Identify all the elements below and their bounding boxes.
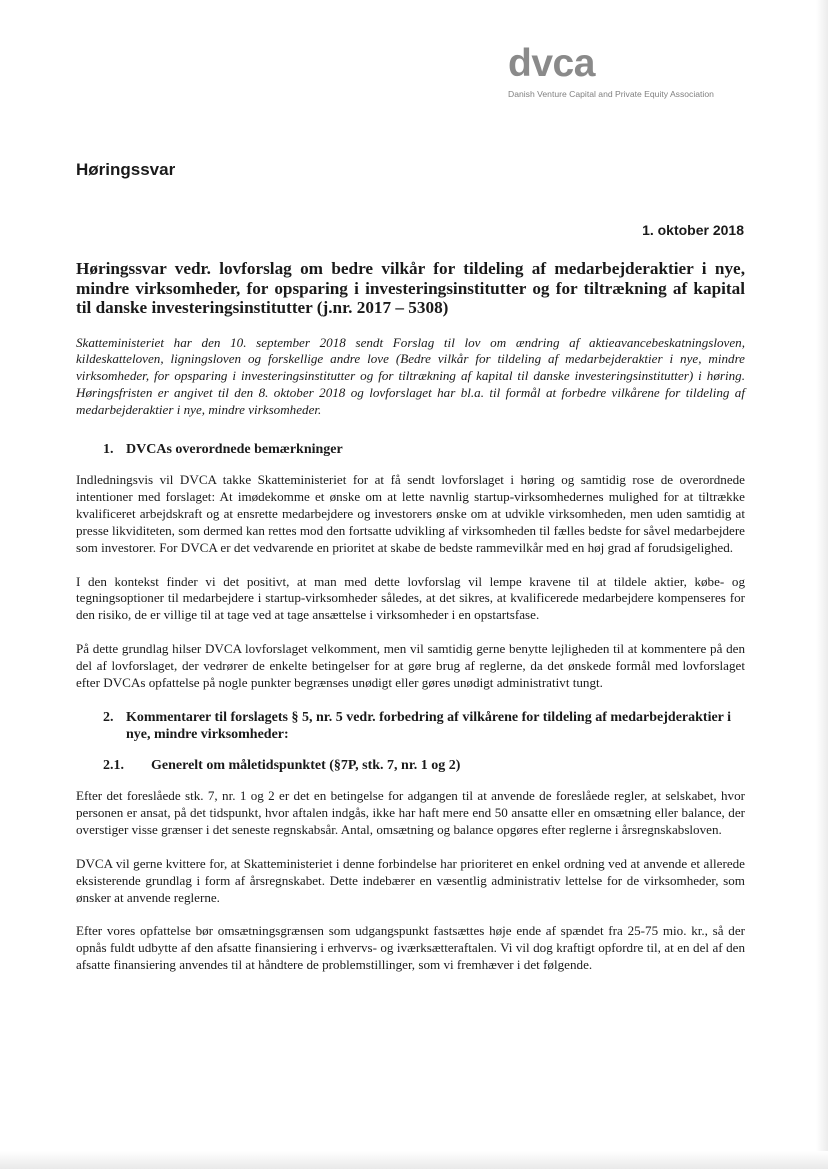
section-2-1-paragraph: Efter det foreslåede stk. 7, nr. 1 og 2 er det en betingelse for adgangen til at anvende de foreslåede regler, at selskabet, hvor personen er ansat, på det tidspunkt, hvor aftalen indgås, ikke har haft mere end 50 ansatte eller en omsætning eller balance, der overstiger visse grænser i det seneste regnskabsår. Antal, omsætning og balance opgøres efter reglerne i årsregnskabsloven. <box>76 788 745 837</box>
document-title: Høringssvar vedr. lovforslag om bedre vilkår for tildeling af medarbejderaktier i nye, mindre virksomheder, for opsparing i investeringsinstitutter og for tiltrækning af kapital til danske investeringsinstitutter (j.nr. 2017 – 5308) <box>76 259 745 317</box>
document-body <box>76 259 745 991</box>
section-title: Generelt om måletidspunktet (§7P, stk. 7, nr. 1 og 2) <box>151 758 461 773</box>
section-title: Kommentarer til forslagets § 5, nr. 5 vedr. forbedring af vilkårene for tildeling af medarbejderaktier i nye, mindre virksomheder: <box>126 710 732 742</box>
page-bottom-shadow <box>0 1151 828 1169</box>
intro-paragraph: Skatteministeriet har den 10. september 2018 sendt Forslag til lov om ændring af aktieavancebeskatningsloven, kildeskatteloven, ligningsloven og forskellige andre love (Bedre vilkår for tildeling af medarbejderaktier i nye, mindre virksomheder, for opsparing i investeringsinstitutter og for tiltrækning af kapital til danske investeringsinstitutter) i høring. Høringsfristen er angivet til den 8. oktober 2018 og lovforslaget har bl.a. til formål at forbedre vilkårene for tildeling af medarbejderaktier i nye, mindre virksomheder. <box>76 334 745 418</box>
section-2-1-paragraph: Efter vores opfattelse bør omsætningsgrænsen som udgangspunkt fastsættes høje ende af spændet fra 25-75 mio. kr., så der opnås fuldt udbytte af den afsatte finansiering i erhvervs- og iværksætteraftalen. Vi vil dog kraftigt opfordre til, at en del af den afsatte finansiering anvendes til at håndtere de problemstillinger, som vi fremhæver i det følgende. <box>76 923 745 973</box>
section-number: 2.1. <box>103 758 124 773</box>
document-type-heading: Høringssvar <box>76 160 176 179</box>
section-2-heading <box>76 709 745 743</box>
section-1-paragraph: Indledningsvis vil DVCA takke Skatteministeriet for at få sendt lovforslaget i høring og samtidig rose de overordnede intentioner med forslaget: At imødekomme et ønske om at lette navnlig startup-virksomhedernes mulighed for at tiltrække kvalificeret arbejdskraft og at ensrette medarbejdere og investorers ønske om at udvikle virksomheden, men uden samtidig at presse likviditeten, som dermed kan rettes mod den fortsatte udvikling af virksomheden til fælles bedste for såvel medarbejdere som investorer. For DVCA er det vedvarende en prioritet at skabe de bedste rammevilkår med en høj grad af forudsigelighed. <box>76 472 745 555</box>
section-2-1-heading <box>76 757 745 774</box>
section-title: DVCAs overordnede bemærkninger <box>126 442 343 458</box>
section-1-heading <box>76 441 745 458</box>
dvca-logo <box>508 44 758 99</box>
section-number: 1. <box>103 442 114 458</box>
page-edge-shadow <box>816 0 828 1169</box>
section-number: 2. <box>103 710 114 725</box>
section-1-paragraph: På dette grundlag hilser DVCA lovforslaget velkomment, men vil samtidig gerne benytte lejligheden til at kommentere på den del af lovforslaget, der vedrører de enkelte betingelser for at gøre brug af reglerne, da det ønskede formål med lovforslaget efter DVCAs opfattelse på nogle punkter begrænses unødigt eller gøres unødigt administrativt tungt. <box>76 641 745 691</box>
logo-wordmark: dvca <box>508 42 595 85</box>
section-1-paragraph: I den kontekst finder vi det positivt, at man med dette lovforslag vil lempe kravene til at tildele aktier, købe- og tegningsoptioner til medarbejdere i startup-virksomheder således, at det sikres, at kvalificerede medarbejdere kompenseres for den risiko, de er villige til at tage ved at tage ansættelse i virksomheder i en opstartsfase. <box>76 573 745 623</box>
section-2-1-paragraph: DVCA vil gerne kvittere for, at Skatteministeriet i denne forbindelse har prioriteret en enkel ordning ved at anvende et allerede eksisterende grundlag i form af årsregnskabet. Dette indebærer en væsentlig administrativ lettelse for de virksomheder, som ønsker at anvende reglerne. <box>76 855 745 905</box>
logo-tagline: Danish Venture Capital and Private Equity Association <box>508 89 714 99</box>
document-date: 1. oktober 2018 <box>642 222 744 238</box>
